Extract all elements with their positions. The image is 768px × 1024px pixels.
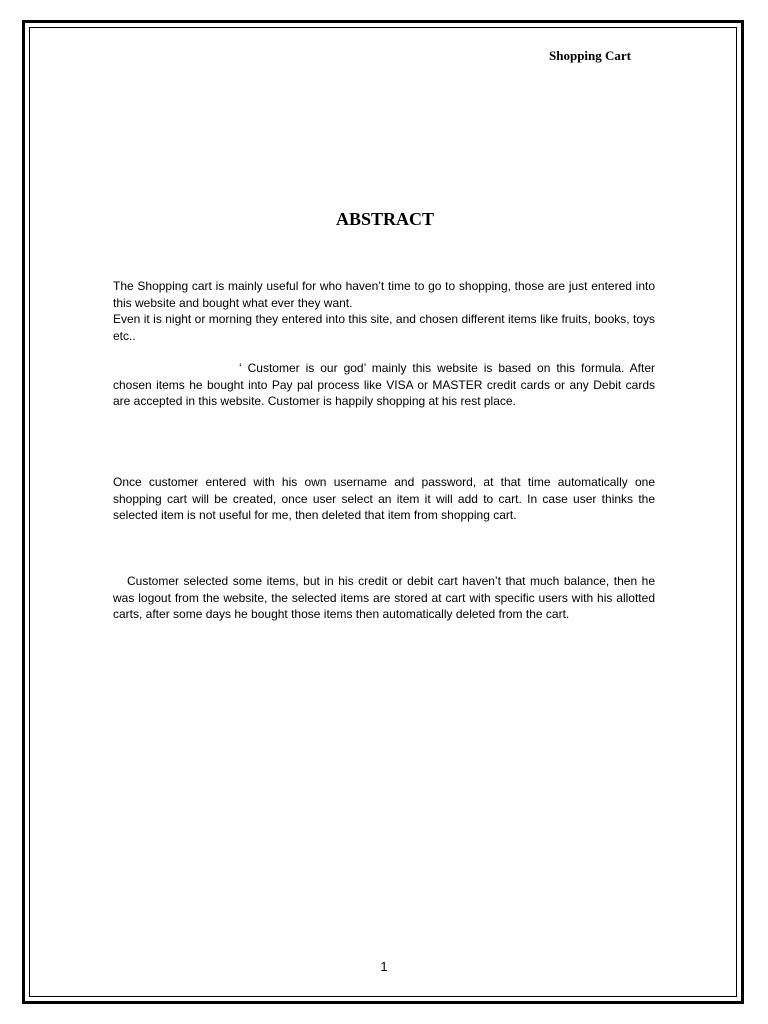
paragraph-1-sentence-1: The Shopping cart is mainly useful for who haven’t time to go to shopping, those are just entered into this website and bought what ever they want.	[113, 279, 655, 310]
paragraph-2: ‘ Customer is our god’ mainly this website is based on this formula. After chosen items he bought into Pay pal process like VISA or MASTER credit cards or any Debit cards are accepted in this website. Customer is happily shopping at his rest place.	[113, 361, 655, 408]
paragraph-4: Customer selected some items, but in his credit or debit cart haven’t that much balance, then he was logout from the website, the selected items are stored at cart with specific users with his allotted carts, after some days he bought those items then automatically deleted from the cart.	[113, 574, 655, 621]
abstract-heading-wrapper	[0, 209, 768, 230]
paragraph-1	[113, 278, 655, 344]
running-header-title: Shopping Cart	[549, 48, 631, 63]
paragraph-3: Once customer entered with his own username and password, at that time automatically one shopping cart will be created, once user select an item it will add to cart. In case user thinks the selected item is not useful for me, then deleted that item from shopping cart.	[113, 475, 655, 522]
page-number: 1	[380, 959, 388, 974]
paragraph-1-sentence-2: Even it is night or morning they entered into this site, and chosen different items like fruits, books, toys etc..	[113, 312, 655, 343]
abstract-heading: ABSTRACT	[335, 209, 435, 229]
